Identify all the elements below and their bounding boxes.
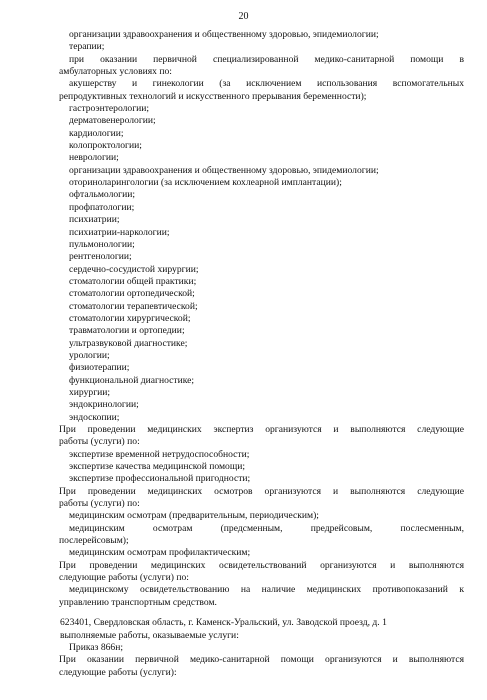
text-line: медицинским осмотрам профилактическим; [69,547,251,559]
text-line: медицинскому освидетельствованию на наличие медицинских противопоказаний к [69,584,464,596]
text-line: сердечно-сосудистой хирургии; [69,263,199,275]
text-line: экспертизе качества медицинской помощи; [69,461,246,473]
text-line: травматологии и ортопедии; [69,325,185,337]
text-line: кардиологии; [69,127,124,139]
text-line: ультразвуковой диагностике; [69,337,188,349]
text-line: работы (услуги) по: [59,498,140,510]
text-line: гастроэнтерологии; [69,103,150,115]
text-line: урологии; [69,349,110,361]
text-line: При проведении медицинских осмотров организуются и выполняются следующие [59,485,464,497]
text-line: экспертизе профессиональной пригодности; [69,473,251,485]
text-line: эндоскопии; [69,411,120,423]
page-number: 20 [238,11,249,22]
text-line: медицинским осмотрам (предсменным, предрейсовым, послесменным, [69,522,464,534]
text-line: неврологии; [69,152,119,164]
text-line: медицинским осмотрам (предварительным, периодическим); [69,510,319,522]
text-line: стоматологии общей практики; [69,275,197,287]
text-line: терапии; [69,41,105,53]
text-line: стоматологии ортопедической; [69,288,195,300]
document-body [59,29,464,679]
text-line: рентгенологии; [69,251,132,263]
text-line: управлению транспортным средством. [59,596,217,608]
text-line: эндокринологии; [69,399,139,411]
text-line: стоматологии хирургической; [69,312,191,324]
text-line: организации здравоохранения и общественному здоровью, эпидемиологии; [69,164,379,176]
text-line: хирургии; [69,386,111,398]
text-line: послерейсовым); [59,535,129,547]
text-line: При проведении медицинских экспертиз организуются и выполняются следующие [59,424,464,435]
text-line: амбулаторных условиях по: [59,66,172,78]
text-line: психиатрии; [69,214,120,226]
text-line: следующие работы (услуги): [59,666,177,678]
text-line: при оказании первичной специализированной медико-санитарной помощи в [69,53,464,65]
text-line: профпатологии; [69,201,135,213]
text-line: выполняемые работы, оказываемые услуги: [60,629,239,641]
text-line: пульмонологии; [69,238,135,250]
text-line: функциональной диагностике; [69,374,195,386]
text-line: работы (услуги) по: [59,436,140,448]
text-line: следующие работы (услуги) по: [59,572,189,584]
text-line: организации здравоохранения и общественному здоровью, эпидемиологии; [69,29,379,40]
text-line: При оказании первичной медико-санитарной помощи организуются и выполняются [59,654,464,666]
text-line: психиатрии-наркологии; [69,226,170,238]
text-line: репродуктивных технологий и искусственного прерывания беременности); [59,90,367,102]
text-line: колопроктологии; [69,140,142,152]
text-line: физиотерапии; [69,362,130,374]
text-line: экспертизе временной нетрудоспособности; [69,448,250,460]
text-line: стоматологии терапевтической; [69,300,198,312]
text-line: 623401, Свердловская область, г. Каменск-Уральский, ул. Заводской проезд, д. 1 [60,617,387,629]
text-line: офтальмологии; [69,189,136,201]
text-line: оториноларингологии (за исключением кохлеарной имплантации); [69,177,342,189]
text-line: акушерству и гинекологии (за исключением использования вспомогательных [69,78,464,90]
paragraph-gap [59,609,464,617]
text-line: дерматовенерологии; [69,115,156,127]
text-line: При проведении медицинских освидетельствований организуются и выполняются [59,559,464,571]
text-line: Приказ 866н; [69,641,124,653]
